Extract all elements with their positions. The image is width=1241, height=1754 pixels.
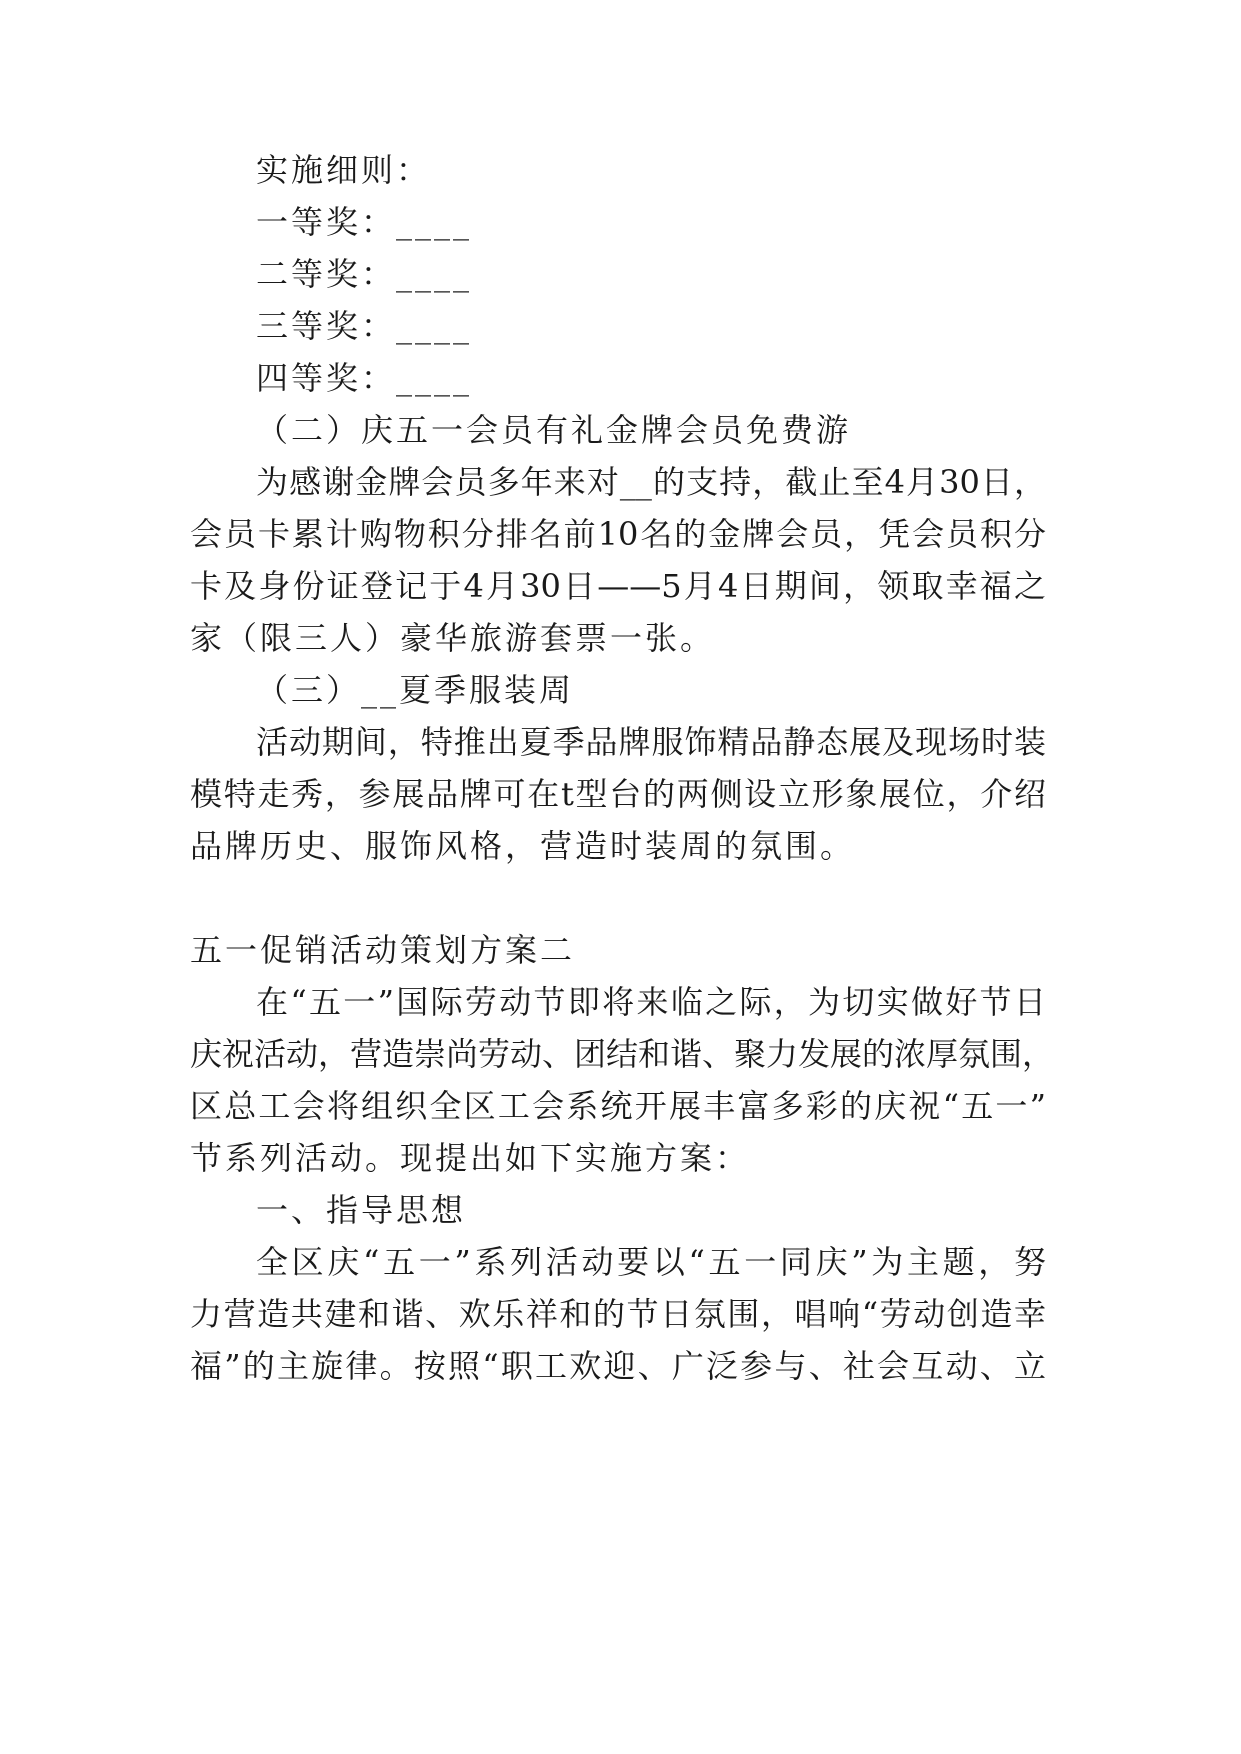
paragraph-line: 庆祝活动，营造崇尚劳动、团结和谐、聚力发展的浓厚氛围， bbox=[190, 1035, 1055, 1073]
prize-third: 三等奖：____ bbox=[256, 307, 473, 345]
document-title-2: 五一促销活动策划方案二 bbox=[190, 931, 576, 969]
subheading-guiding-thought: 一、指导思想 bbox=[256, 1191, 467, 1229]
section-heading-details: 实施细则： bbox=[256, 151, 432, 189]
paragraph-line: 会员卡累计购物积分排名前10名的金牌会员，凭会员积分 bbox=[190, 515, 1046, 553]
paragraph-line: 品牌历史、服饰风格，营造时装周的氛围。 bbox=[190, 827, 856, 865]
paragraph-line: 在“五一”国际劳动节即将来临之际，为切实做好节日 bbox=[256, 983, 1046, 1021]
paragraph-line: 福”的主旋律。按照“职工欢迎、广泛参与、社会互动、立 bbox=[190, 1347, 1046, 1385]
paragraph-line: 活动期间，特推出夏季品牌服饰精品静态展及现场时装 bbox=[256, 723, 1046, 761]
subheading-three: （三）__夏季服装周 bbox=[256, 671, 575, 709]
prize-fourth: 四等奖：____ bbox=[256, 359, 473, 397]
paragraph-line: 区总工会将组织全区工会系统开展丰富多彩的庆祝“五一” bbox=[190, 1087, 1046, 1125]
paragraph-line: 力营造共建和谐、欢乐祥和的节日氛围，唱响“劳动创造幸 bbox=[190, 1295, 1046, 1333]
paragraph-line: 全区庆“五一”系列活动要以“五一同庆”为主题，努 bbox=[256, 1243, 1046, 1281]
paragraph-line: 为感谢金牌会员多年来对__的支持，截止至4月30日， bbox=[256, 463, 1046, 501]
paragraph-line: 卡及身份证登记于4月30日——5月4日期间，领取幸福之 bbox=[190, 567, 1046, 605]
paragraph-line: 模特走秀，参展品牌可在t型台的两侧设立形象展位，介绍 bbox=[190, 775, 1046, 813]
subheading-two: （二）庆五一会员有礼金牌会员免费游 bbox=[256, 411, 852, 449]
prize-first: 一等奖：____ bbox=[256, 203, 473, 241]
paragraph-line: 家（限三人）豪华旅游套票一张。 bbox=[190, 619, 716, 657]
prize-second: 二等奖：____ bbox=[256, 255, 473, 293]
paragraph-line: 节系列活动。现提出如下实施方案： bbox=[190, 1139, 751, 1177]
